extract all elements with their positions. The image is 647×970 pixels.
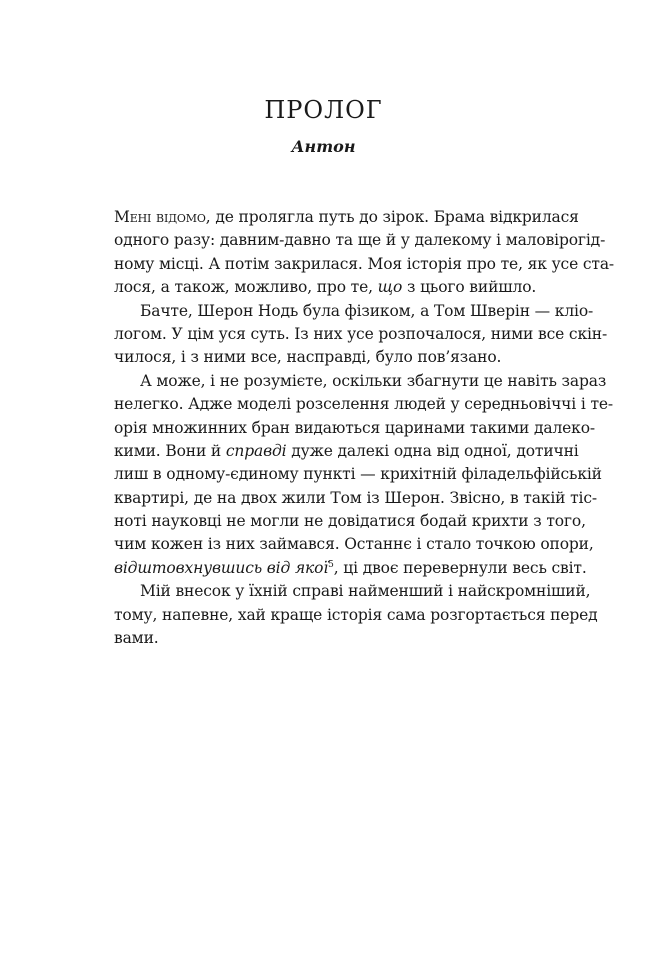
text-line: логом. У цім уся суть. Із них усе розпочалося, ними все скін- bbox=[114, 324, 608, 343]
emphasis: відштовхнувшись від якої bbox=[114, 558, 329, 577]
text-line: квартирі, де на двох жили Том із Шерон. Звісно, в такій тіс- bbox=[114, 488, 597, 507]
text-span: , де пролягла путь до зірок. Брама відкрилася bbox=[205, 208, 579, 226]
text-line: лиш в одному-єдиному пункті — крихітній філадельфійській bbox=[114, 465, 602, 484]
text-line: ному місці. А потім закрилася. Моя історія про те, як усе ста- bbox=[114, 254, 614, 273]
text-line: чилося, і з ними все, насправді, було пов’язано. bbox=[114, 348, 502, 367]
body-text bbox=[114, 206, 614, 650]
text-line: Мій внесок у їхній справі найменший і найскромніший, bbox=[140, 582, 591, 601]
text-line: А може, і не розумієте, оскільки збагнути це навіть зараз bbox=[140, 371, 607, 390]
text-line bbox=[114, 206, 579, 229]
text-line bbox=[114, 276, 571, 299]
text-line: орія множинних бран видаються царинами такими далеко- bbox=[114, 418, 595, 437]
footnote-ref[interactable]: 5 bbox=[328, 559, 334, 570]
chapter-title: ПРОЛОГ bbox=[264, 96, 383, 124]
text-line: одного разу: давним-давно та ще й у далекому і маловірогід- bbox=[114, 231, 606, 250]
chapter-subtitle: Антон bbox=[291, 137, 356, 156]
text-line: вами. bbox=[114, 629, 159, 648]
text-span: дуже далекі одна від одної, дотичні bbox=[286, 441, 579, 460]
text-line: ноті науковці не могли не довідатися бодай крихти з того, bbox=[114, 512, 586, 531]
emphasis: справді bbox=[225, 441, 287, 460]
emphasis: що bbox=[377, 278, 403, 297]
text-span: з цього вийшло. bbox=[402, 278, 537, 297]
text-line bbox=[114, 440, 579, 463]
text-line: Бачте, Шерон Нодь була фізиком, а Том Шверін — кліо- bbox=[140, 301, 594, 320]
drop-words: Мені відомо bbox=[114, 208, 206, 226]
text-line: нелегко. Адже моделі розселення людей у середньовіччі і те- bbox=[114, 395, 613, 414]
text-span: кими. Вони й bbox=[114, 441, 226, 460]
text-line: тому, напевне, хай краще історія сама розгортається перед bbox=[114, 605, 598, 624]
text-span: , ці двоє перевернули весь світ. bbox=[333, 558, 587, 577]
text-span: лося, а також, можливо, про те, bbox=[114, 278, 378, 297]
text-line bbox=[114, 557, 587, 580]
text-line: чим кожен із них займався. Останнє і стало точкою опори, bbox=[114, 535, 594, 554]
